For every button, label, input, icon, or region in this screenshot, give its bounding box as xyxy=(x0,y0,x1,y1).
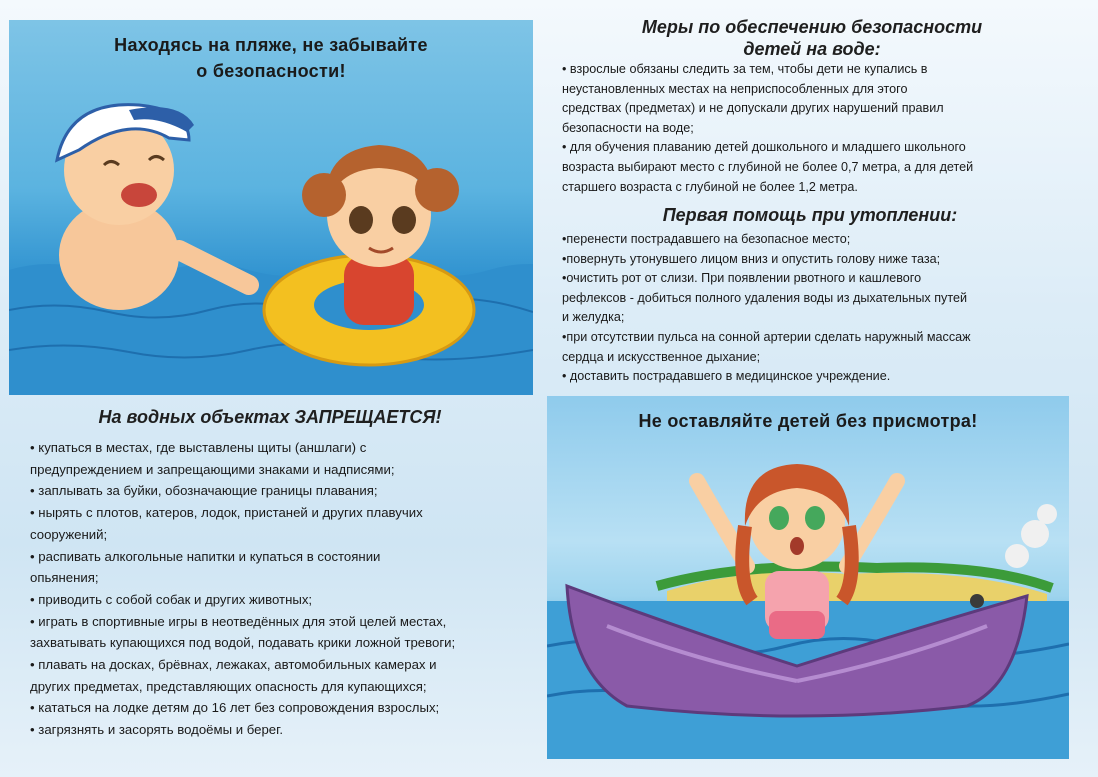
safety-measures-title-line1: Меры по обеспечению безопасности xyxy=(641,17,983,37)
list-item: захватывать купающихся под водой, подавать крики ложной тревоги; xyxy=(30,635,456,651)
list-item: • кататься на лодке детям до 16 лет без сопровождения взрослых; xyxy=(30,700,440,716)
list-item: • распивать алкогольные напитки и купаться в состоянии xyxy=(30,548,381,564)
list-item: • играть в спортивные игры в неотведённых для этой целей местах, xyxy=(30,613,447,629)
beach-safety-title xyxy=(9,32,533,84)
list-item: возраста выбирают место с глубиной не более 0,7 метра, а для детей xyxy=(562,159,974,174)
list-item: других предметах, представляющих опасность для купающихся; xyxy=(30,678,427,694)
list-item: • нырять с плотов, катеров, лодок, пристаней и других плавучих xyxy=(30,505,423,521)
safety-measures-title-line2: детей на воде: xyxy=(743,39,881,59)
beach-safety-title-line1: Находясь на пляже, не забывайте xyxy=(114,35,428,55)
list-item: • взрослые обязаны следить за тем, чтобы дети не купались в xyxy=(562,62,928,76)
first-aid-list xyxy=(562,230,1082,387)
list-item: • загрязнять и засорять водоёмы и берег. xyxy=(30,722,284,738)
list-item: • для обучения плаванию детей дошкольного и младшего школьного xyxy=(562,140,966,155)
list-item: средствах (предметах) и не допускали других нарушений правил xyxy=(562,101,944,116)
list-item: • купаться в местах, где выставлены щиты (аншлаги) с xyxy=(30,440,367,455)
safety-measures-list xyxy=(562,60,1082,197)
list-item: • приводить с собой собак и других животных; xyxy=(30,591,313,607)
beach-safety-panel xyxy=(9,20,533,395)
list-item: • доставить пострадавшего в медицинское учреждение. xyxy=(562,369,891,384)
list-item: предупреждением и запрещающими знаками и надписями; xyxy=(30,461,395,477)
supervision-title: Не оставляйте детей без присмотра! xyxy=(638,411,978,431)
list-item: •при отсутствии пульса на сонной артерии сделать наружный массаж xyxy=(562,329,971,344)
list-item: •повернуть утонувшего лицом вниз и опустить голову ниже таза; xyxy=(562,251,941,266)
list-item: сооружений; xyxy=(30,526,108,542)
list-item: и желудка; xyxy=(562,310,625,325)
forbidden-title: На водных объектах ЗАПРЕЩАЕТСЯ! xyxy=(98,407,442,427)
list-item: безопасности на воде; xyxy=(562,120,694,135)
forbidden-list xyxy=(30,437,540,741)
list-item: • заплывать за буйки, обозначающие границы плавания; xyxy=(30,483,378,499)
list-item: сердца и искусственное дыхание; xyxy=(562,349,761,364)
list-item: рефлексов - добиться полного удаления воды из дыхательных путей xyxy=(562,290,968,305)
list-item: опьянения; xyxy=(30,570,99,586)
list-item: • плавать на досках, брёвнах, лежаках, автомобильных камерах и xyxy=(30,657,437,673)
girl-on-mattress-illustration xyxy=(547,396,1069,759)
list-item: неустановленных местах на неприспособленных для этого xyxy=(562,81,908,96)
list-item: старшего возраста с глубиной не более 1,2 метра. xyxy=(562,179,858,194)
list-item: •перенести пострадавшего на безопасное место; xyxy=(562,232,851,246)
first-aid-title: Первая помощь при утоплении: xyxy=(662,205,958,225)
list-item: •очистить рот от слизи. При появлении рвотного и кашлевого xyxy=(562,271,922,286)
safety-measures-title xyxy=(562,16,1062,60)
supervision-panel xyxy=(547,396,1069,759)
beach-safety-title-line2: о безопасности! xyxy=(196,61,346,81)
